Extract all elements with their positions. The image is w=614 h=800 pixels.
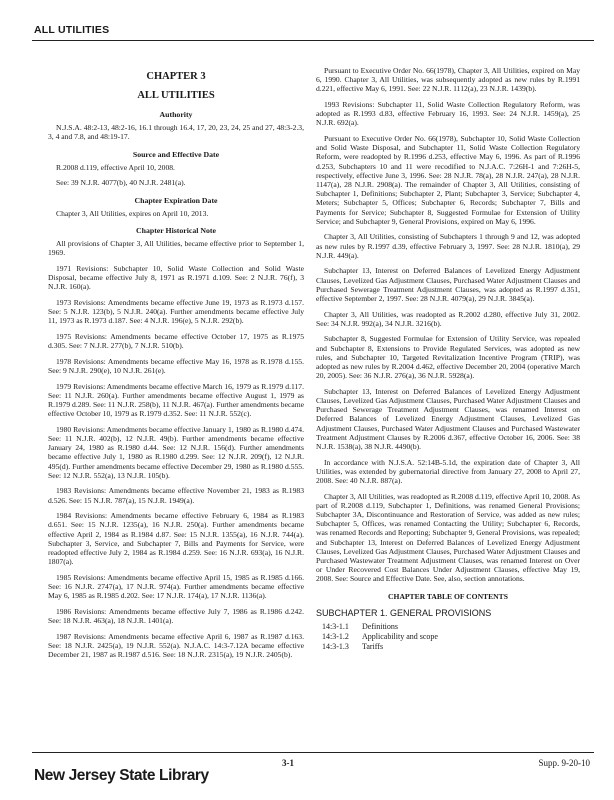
historical-note-paragraph: 1987 Revisions: Amendments became effective April 6, 1987 as R.1987 d.163. See: 18 N.J.R. 2425(a), 19 N.J.R. 552(a). N.J.A.C. 14:3-7.12A became effective December 21, 1987 as R.1987 d.516. See: 18 N.J.R. 2315(a), 19 N.J.R. 2405(b). (48, 631, 304, 660)
historical-note-paragraph: Chapter 3, All Utilities, consisting of Subchapters 1 through 9 and 12, was adopted as new rules by R.1997 d.39, effective February 3, 1997. See: 28 N.J.R. 1810(a), 29 N.J.R. 449(a). (316, 232, 580, 260)
historical-note-paragraph: Subchapter 13, Interest on Deferred Balances of Levelized Energy Adjustment Clauses, Levelized Gas Adjustment Clauses, Purchased Water Adjustment Clauses and Purchased Sewerage Treatment Adjustment Clauses, was adopted as R.1997 d.351, effective September 2, 1997. See: 28 N.J.R. 4079(a), 29 N.J.R. 3845(a). (316, 266, 580, 304)
historical-note-paragraph: 1984 Revisions: Amendments became effective February 6, 1984 as R.1983 d.651. See: 15 N.J.R. 1235(a), 16 N.J.R. 250(a). Further amendments became effective April 2, 1984 as R.1984 d.87. See: 15 N.J.R. 1355(a), 16 N.J.R. 744(a). Subchapter 3, Service, and Subchapter 7, Bills and Payments for Service, were readopted effective July 2, 1984 as R.1984 d.259. See: 16 N.J.R. 693(a), 16 N.J.R. 1807(a). (48, 511, 304, 567)
historical-note-paragraph: Chapter 3, All Utilities, was readopted as R.2008 d.119, effective April 10, 2008. As part of R.2008 d.119, Subchapter 1, Definitions, was renamed General Provisions; Subchapter 3A, Discontinuance and Restoration of Service, was added as new rules; Subchapter 5, Offices, was renamed Contacting the Utility; Subchapter 6, Records, was renamed Records and Reporting; Subchapter 9, General Provisions, was repealed; and Subchapter 13, Interest on Deferred Balances of Levelized Energy Adjustment Clauses, Levelized Gas Adjustment Clauses, Purchased Water Adjustment Clauses and Purchased Wastewater Treatment Adjustment Clauses, was renamed Interest on Over or Under Recovered Cost Balances Under Adjustment Clauses, effective May 19, 2008. See: Source and Effective Date. See, also, section annotations. (316, 491, 580, 584)
chapter-title: ALL UTILITIES (137, 90, 215, 101)
source-heading: Source and Effective Date (132, 149, 220, 159)
historical-note-paragraph: Subchapter 13, Interest on Deferred Balances of Levelized Energy Adjustment Clauses, Levelized Gas Adjustment Clauses, Purchased Water Adjustment Clauses and Purchased Sewerage Treatment Adjustment Clauses, was renamed Interest on Deferred Balances of Levelized Energy Adjustment Clauses, Levelized Gas Adjustment Clauses, Purchased Water Adjustment Clauses and Purchased Wastewater Treatment Adjustment Clauses by R.2006 d.367, effective October 16, 2006. See: 38 N.J.R. 1538(a), 38 N.J.R. 4490(b). (316, 386, 580, 452)
historical-note-heading: Chapter Historical Note (136, 226, 216, 236)
historical-note-right (316, 66, 580, 584)
historical-note-paragraph: All provisions of Chapter 3, All Utilities, became effective prior to September 1, 1969. (48, 239, 304, 258)
right-column (316, 66, 580, 652)
historical-note-paragraph: Chapter 3, All Utilities, was readopted as R.2002 d.280, effective July 31, 2002. See: 34 N.J.R. 992(a), 34 N.J.R. 3216(b). (316, 309, 580, 328)
historical-note-paragraph: In accordance with N.J.S.A. 52:14B-5.1d, the expiration date of Chapter 3, All Utilities, was extended by gubernatorial directive from January 27, 2008 to April 27, 2008. See: 40 N.J.R. 887(a). (316, 457, 580, 486)
historical-note-paragraph: 1980 Revisions: Amendments became effective January 1, 1980 as R.1980 d.474. See: 11 N.J.R. 402(b), 12 N.J.R. 49(b). Further amendments became effective January 24, 1980 as R.1980 d.44. See: 12 N.J.R. 156(d). Further amendments became effective July 1, 1980 as R.1980 d.299. See: 12 N.J.R. 209(f), 12 N.J.R. 495(d). Further amendments became effective December 29, 1980 as R.1980 d.555. See: 12 N.J.R. 552(a), 13 N.J.R. 105(b). (48, 424, 304, 480)
historical-note-paragraph: Subchapter 8, Suggested Formulae for Extension of Utility Service, was repealed and Subchapter 8, Extensions to Provide Regulated Services, was adopted as new rules, and Subchapter 10, Targeted Revitalization Incentive Program (TRIP), was adopted as new rules by R.2004 d.462, effective December 20, 2004 (operative March 20, 2005). See: 36 N.J.R. 276(a), 36 N.J.R. 5928(a). (316, 334, 580, 381)
toc-section-number: 14:3-1.2 (322, 632, 349, 642)
toc-entry[interactable] (316, 642, 580, 652)
toc-subchapter: SUBCHAPTER 1. GENERAL PROVISIONS (316, 607, 492, 618)
historical-note-paragraph: Pursuant to Executive Order No. 66(1978), Subchapter 10, Solid Waste Collection and Solid Waste Disposal, and Subchapter 11, Solid Waste Collection Regulatory Reform, were readopted by R.1996 d.253, effective May 6, 1996. As part of R.1996 d.253, Subchapters 10 and 11 were recodified to N.J.A.C. 7:26H-1 and 7:26H-5, respectively, effective June 3, 1996. See: 28 N.J.R. 78(a), 28 N.J.R. 247(a), 28 N.J.R. 1147(a), 28 N.J.R. 2908(a). The remainder of Chapter 3, All Utilities, consisting of Subchapter 1, Definitions; Subchapter 2, Plant; Subchapter 3, Service; Subchapter 4, Meters; Subchapter 5, Offices; Subchapter 6, Records; Subchapter 7, Bills and Payments for Service; Subchapter 8, Suggested Formulae for Extension of Utility Service; and Subchapter 9, General Provisions, expired on May 6, 1996. (316, 134, 580, 226)
historical-note-paragraph: 1983 Revisions: Amendments became effective November 21, 1983 as R.1983 d.526. See: 15 N.J.R. 787(a), 15 N.J.R. 1949(a). (48, 486, 304, 505)
chapter-number: CHAPTER 3 (146, 71, 206, 82)
toc-section-label: Definitions (362, 622, 398, 632)
historical-note-paragraph: 1973 Revisions: Amendments became effective June 19, 1973 as R.1973 d.157. See: 5 N.J.R. 123(b), 5 N.J.R. 240(a). Further amendments became effective July 11, 1973 as R.1973 d.187. See: 4 N.J.R. 196(e), 5 N.J.R. 292(b). (48, 298, 304, 326)
historical-note-paragraph: 1979 Revisions: Amendments became effective March 16, 1979 as R.1979 d.117. See: 11 N.J.R. 260(a). Further amendments became effective August 1, 1979 as R.1979 d.289. See: 11 N.J.R. 258(b), 11 N.J.R. 467(a). Further amendments became effective October 10, 1979 as R.1979 d.352. See: 11 N.J.R. 552(c). (48, 381, 304, 419)
expiration-text: Chapter 3, All Utilities, expires on April 10, 2013. (56, 208, 209, 218)
library-watermark: New Jersey State Library (34, 767, 209, 784)
historical-note-paragraph: 1975 Revisions: Amendments became effective October 17, 1975 as R.1975 d.305. See: 7 N.J.R. 277(b), 7 N.J.R. 510(b). (48, 332, 304, 351)
toc-title: CHAPTER TABLE OF CONTENTS (388, 591, 508, 601)
toc-entry[interactable] (316, 632, 580, 642)
toc-section-number: 14:3-1.1 (322, 622, 349, 632)
running-header: ALL UTILITIES (34, 24, 110, 36)
footer-rule (32, 752, 594, 753)
toc-list (316, 622, 580, 652)
authority-heading: Authority (159, 110, 193, 119)
toc-section-number: 14:3-1.3 (322, 642, 349, 652)
source-line-1: R.2008 d.119, effective April 10, 2008. (56, 162, 175, 172)
toc-section-label: Applicability and scope (362, 632, 438, 642)
historical-note-paragraph: Pursuant to Executive Order No. 66(1978), Chapter 3, All Utilities, expired on May 6, 1990. Chapter 3, All Utilities, was subsequently adopted as new rules by R.1991 d.221, effective May 6, 1991. See: 22 N.J.R. 1112(a), 23 N.J.R. 1439(b). (316, 66, 580, 94)
historical-note-paragraph: 1978 Revisions: Amendments became effective May 16, 1978 as R.1978 d.155. See: 9 N.J.R. 290(e), 10 N.J.R. 261(e). (48, 356, 304, 376)
historical-note-paragraph: 1993 Revisions: Subchapter 11, Solid Waste Collection Regulatory Reform, was adopted as R.1993 d.83, effective February 16, 1993. See: 24 N.J.R. 1459(a), 25 N.J.R. 692(a). (316, 100, 580, 128)
historical-note-paragraph: 1971 Revisions: Subchapter 10, Solid Waste Collection and Solid Waste Disposal, became effective July 8, 1971 as R.1971 d.109. See: 2 N.J.R. 76(f), 3 N.J.R. 160(a). (48, 264, 304, 292)
authority-text: N.J.S.A. 48:2-13, 48:2-16, 16.1 through 16.4, 17, 20, 23, 24, 25 and 27, 48:3-2.3, 3, 4 and 7.8, and 48:19-17. (48, 123, 304, 142)
historical-note-paragraph: 1986 Revisions: Amendments became effective July 7, 1986 as R.1986 d.242. See: 18 N.J.R. 463(a), 18 N.J.R. 1401(a). (48, 606, 304, 626)
historical-note-paragraph: 1985 Revisions: Amendments became effective April 15, 1985 as R.1985 d.166. See: 16 N.J.R. 2747(a), 17 N.J.R. 974(a). Further amendments became effective May 6, 1985 as R.1985 d.202. See: 17 N.J.R. 174(a), 17 N.J.R. 1136(a). (48, 572, 304, 601)
left-column (48, 66, 304, 666)
page-number: 3-1 (282, 758, 294, 768)
header-rule (32, 40, 594, 41)
expiration-heading: Chapter Expiration Date (134, 195, 218, 205)
historical-note-left (48, 239, 304, 659)
toc-entry[interactable] (316, 622, 580, 632)
toc-section-label: Tariffs (362, 642, 384, 652)
supplement-date: Supp. 9-20-10 (538, 758, 590, 768)
source-line-2: See: 39 N.J.R. 4077(b), 40 N.J.R. 2481(a). (56, 178, 186, 188)
